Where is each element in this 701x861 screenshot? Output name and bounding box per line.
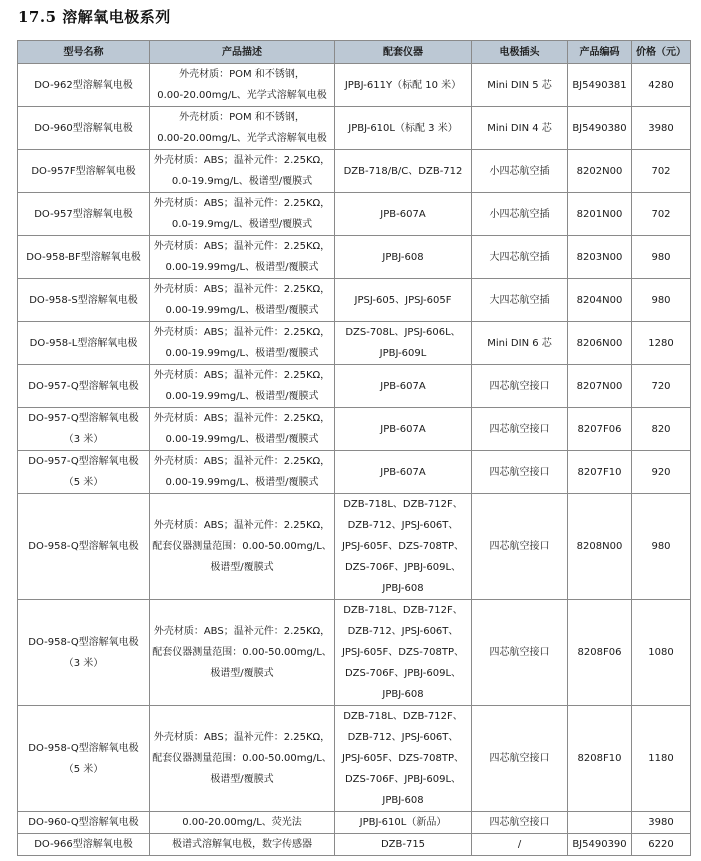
table-body bbox=[18, 64, 691, 856]
cell-description bbox=[150, 279, 335, 322]
cell-instrument-line: JPB-607A bbox=[380, 423, 426, 435]
cell-description-line: 外壳材质：POM 和不锈钢， bbox=[179, 112, 305, 123]
cell-plug-line: 四芯航空接口 bbox=[489, 423, 550, 435]
cell-description-line: 外壳材质：ABS；温补元件：2.25KΩ， bbox=[153, 456, 331, 467]
cell-description-line: 外壳材质：ABS；温补元件：2.25KΩ， bbox=[153, 413, 331, 424]
cell-plug bbox=[472, 408, 568, 451]
product-table bbox=[17, 40, 691, 856]
cell-model-line: DO-957F型溶解氧电极 bbox=[31, 165, 136, 177]
cell-model-line: DO-957-Q型溶解氧电极 bbox=[28, 413, 139, 424]
cell-plug-line: Mini DIN 4 芯 bbox=[487, 122, 552, 134]
cell-description bbox=[150, 494, 335, 600]
cell-price: 980 bbox=[632, 236, 691, 279]
cell-description-line: 0.00-19.99mg/L、极谱型/覆膜式 bbox=[165, 434, 319, 445]
cell-model bbox=[18, 812, 150, 834]
cell-description-line: 外壳材质：ABS；温补元件：2.25KΩ， bbox=[153, 155, 331, 166]
cell-plug bbox=[472, 494, 568, 600]
cell-instrument bbox=[335, 107, 472, 150]
cell-description-line: 外壳材质：ABS；温补元件：2.25KΩ， bbox=[153, 370, 331, 381]
cell-model bbox=[18, 236, 150, 279]
cell-instrument-line: DZS-706F、JPBJ-609L、 bbox=[344, 668, 462, 679]
section-title: 17.5 溶解氧电极系列 bbox=[18, 8, 171, 26]
table-row bbox=[18, 236, 691, 279]
cell-model-line: （5 米） bbox=[63, 763, 104, 775]
cell-description-line: 外壳材质：ABS；温补元件：2.25KΩ， bbox=[153, 241, 331, 252]
cell-description bbox=[150, 322, 335, 365]
cell-model bbox=[18, 322, 150, 365]
cell-description bbox=[150, 451, 335, 494]
cell-plug-line: 四芯航空接口 bbox=[489, 466, 550, 478]
cell-description-line: 0.00-19.99mg/L、极谱型/覆膜式 bbox=[165, 305, 319, 316]
cell-instrument-line: DZB-712、JPSJ-606T、 bbox=[347, 520, 459, 531]
cell-price: 3980 bbox=[632, 812, 691, 834]
cell-instrument-line: JPBJ-608 bbox=[382, 583, 424, 594]
table-row bbox=[18, 322, 691, 365]
table-row bbox=[18, 812, 691, 834]
cell-code: 8204N00 bbox=[568, 279, 632, 322]
cell-price: 820 bbox=[632, 408, 691, 451]
table-row bbox=[18, 365, 691, 408]
cell-plug-line: Mini DIN 6 芯 bbox=[487, 337, 552, 349]
cell-instrument-line: JPSJ-605、JPSJ-605F bbox=[354, 294, 452, 306]
cell-instrument-line: JPSJ-605F、DZS-708TP、 bbox=[341, 647, 465, 658]
cell-instrument bbox=[335, 600, 472, 706]
cell-description-line: 外壳材质：ABS；温补元件：2.25KΩ， bbox=[153, 327, 331, 338]
cell-price: 720 bbox=[632, 365, 691, 408]
cell-instrument bbox=[335, 834, 472, 856]
cell-instrument bbox=[335, 322, 472, 365]
cell-description-line: 0.00-20.00mg/L、光学式溶解氧电极 bbox=[157, 133, 327, 144]
cell-plug-line: 四芯航空接口 bbox=[489, 541, 550, 552]
cell-price: 1180 bbox=[632, 706, 691, 812]
cell-description-line: 0.00-19.99mg/L、极谱型/覆膜式 bbox=[165, 477, 319, 488]
table-row bbox=[18, 706, 691, 812]
cell-instrument-line: DZB-712、JPSJ-606T、 bbox=[347, 732, 459, 743]
cell-model-line: （3 米） bbox=[63, 434, 104, 445]
cell-description-line: 0.0-19.9mg/L、极谱型/覆膜式 bbox=[171, 176, 313, 187]
cell-code: 8206N00 bbox=[568, 322, 632, 365]
cell-description-line: 配套仪器测量范围：0.00-50.00mg/L、 bbox=[152, 647, 332, 658]
cell-description bbox=[150, 150, 335, 193]
cell-model-line: （5 米） bbox=[63, 477, 104, 488]
cell-instrument bbox=[335, 150, 472, 193]
cell-instrument-line: DZB-712、JPSJ-606T、 bbox=[347, 626, 459, 637]
cell-description bbox=[150, 107, 335, 150]
cell-description-line: 极谱型/覆膜式 bbox=[210, 774, 274, 785]
cell-model bbox=[18, 600, 150, 706]
cell-description-line: 配套仪器测量范围：0.00-50.00mg/L、 bbox=[152, 753, 332, 764]
cell-price: 1280 bbox=[632, 322, 691, 365]
header-description: 产品描述 bbox=[150, 41, 335, 64]
cell-plug-line: 四芯航空接口 bbox=[489, 647, 550, 658]
cell-model bbox=[18, 494, 150, 600]
cell-description-line: 极谱式溶解氧电极，数字传感器 bbox=[172, 839, 312, 850]
cell-instrument bbox=[335, 64, 472, 107]
cell-code: 8207N00 bbox=[568, 365, 632, 408]
cell-code: 8208N00 bbox=[568, 494, 632, 600]
cell-instrument-line: JPSJ-605F、DZS-708TP、 bbox=[341, 753, 465, 764]
cell-description-line: 配套仪器测量范围：0.00-50.00mg/L、 bbox=[152, 541, 332, 552]
table-row bbox=[18, 279, 691, 322]
cell-plug-line: 大四芯航空插 bbox=[489, 294, 550, 306]
cell-model bbox=[18, 451, 150, 494]
cell-instrument-line: DZS-706F、JPBJ-609L、 bbox=[344, 774, 462, 785]
header-price: 价格（元） bbox=[632, 41, 691, 64]
cell-plug bbox=[472, 150, 568, 193]
cell-model bbox=[18, 107, 150, 150]
cell-instrument bbox=[335, 365, 472, 408]
cell-model bbox=[18, 279, 150, 322]
cell-price: 6220 bbox=[632, 834, 691, 856]
cell-description-line: 0.00-20.00mg/L、光学式溶解氧电极 bbox=[157, 90, 327, 101]
cell-model-line: DO-958-Q型溶解氧电极 bbox=[28, 541, 139, 552]
table-row bbox=[18, 494, 691, 600]
cell-instrument bbox=[335, 279, 472, 322]
cell-plug-line: 四芯航空接口 bbox=[489, 753, 550, 764]
cell-model bbox=[18, 706, 150, 812]
cell-price: 702 bbox=[632, 193, 691, 236]
cell-description-line: 外壳材质：ABS；温补元件：2.25KΩ， bbox=[153, 732, 331, 743]
cell-plug bbox=[472, 236, 568, 279]
cell-plug bbox=[472, 193, 568, 236]
cell-plug-line: 小四芯航空插 bbox=[489, 208, 550, 220]
cell-model-line: DO-957-Q型溶解氧电极 bbox=[28, 380, 139, 392]
cell-code: BJ5490381 bbox=[568, 64, 632, 107]
cell-code: 8208F06 bbox=[568, 600, 632, 706]
cell-instrument bbox=[335, 494, 472, 600]
cell-instrument-line: JPBJ-611Y（标配 10 米） bbox=[344, 79, 462, 91]
cell-model bbox=[18, 408, 150, 451]
cell-instrument-line: DZS-706F、JPBJ-609L、 bbox=[344, 562, 462, 573]
cell-description-line: 极谱型/覆膜式 bbox=[210, 668, 274, 679]
cell-plug-line: 大四芯航空插 bbox=[489, 251, 550, 263]
cell-code bbox=[568, 812, 632, 834]
cell-price: 920 bbox=[632, 451, 691, 494]
table-row bbox=[18, 600, 691, 706]
cell-instrument bbox=[335, 451, 472, 494]
cell-plug bbox=[472, 279, 568, 322]
cell-code: 8208F10 bbox=[568, 706, 632, 812]
header-code: 产品编码 bbox=[568, 41, 632, 64]
header-model: 型号名称 bbox=[18, 41, 150, 64]
cell-price: 4280 bbox=[632, 64, 691, 107]
cell-description-line: 外壳材质：POM 和不锈钢， bbox=[179, 69, 305, 80]
cell-code: BJ5490380 bbox=[568, 107, 632, 150]
cell-instrument-line: JPBJ-610L（新品） bbox=[359, 817, 447, 828]
cell-description-line: 0.00-20.00mg/L、荧光法 bbox=[182, 817, 302, 828]
table-row bbox=[18, 834, 691, 856]
cell-instrument bbox=[335, 812, 472, 834]
header-instrument: 配套仪器 bbox=[335, 41, 472, 64]
cell-model-line: DO-958-BF型溶解氧电极 bbox=[26, 251, 141, 263]
cell-plug bbox=[472, 834, 568, 856]
cell-instrument-line: JPB-607A bbox=[380, 380, 426, 392]
cell-instrument-line: DZB-718L、DZB-712F、 bbox=[343, 605, 463, 616]
table-row bbox=[18, 107, 691, 150]
cell-model bbox=[18, 150, 150, 193]
cell-instrument-line: JPB-607A bbox=[380, 466, 426, 478]
cell-code: 8207F06 bbox=[568, 408, 632, 451]
cell-instrument-line: JPB-607A bbox=[380, 208, 426, 220]
cell-price: 980 bbox=[632, 494, 691, 600]
table-row bbox=[18, 451, 691, 494]
cell-instrument-line: DZB-718L、DZB-712F、 bbox=[343, 499, 463, 510]
cell-instrument-line: JPBJ-610L（标配 3 米） bbox=[348, 122, 458, 134]
cell-plug bbox=[472, 812, 568, 834]
table-header-row bbox=[18, 41, 691, 64]
cell-instrument bbox=[335, 193, 472, 236]
cell-code: 8201N00 bbox=[568, 193, 632, 236]
cell-price: 980 bbox=[632, 279, 691, 322]
cell-description-line: 外壳材质：ABS；温补元件：2.25KΩ， bbox=[153, 198, 331, 209]
cell-instrument-line: DZB-718/B/C、DZB-712 bbox=[343, 165, 463, 177]
cell-description bbox=[150, 600, 335, 706]
cell-description bbox=[150, 236, 335, 279]
cell-description bbox=[150, 812, 335, 834]
cell-description bbox=[150, 365, 335, 408]
cell-plug bbox=[472, 451, 568, 494]
cell-price: 702 bbox=[632, 150, 691, 193]
cell-model bbox=[18, 64, 150, 107]
cell-model-line: DO-966型溶解氧电极 bbox=[34, 839, 133, 850]
table-row bbox=[18, 64, 691, 107]
cell-description-line: 0.00-19.99mg/L、极谱型/覆膜式 bbox=[165, 348, 319, 359]
cell-instrument bbox=[335, 706, 472, 812]
cell-description-line: 极谱型/覆膜式 bbox=[210, 562, 274, 573]
table-row bbox=[18, 150, 691, 193]
cell-instrument-line: JPBJ-608 bbox=[382, 251, 424, 263]
cell-model-line: DO-958-Q型溶解氧电极 bbox=[28, 636, 139, 648]
cell-description-line: 0.0-19.9mg/L、极谱型/覆膜式 bbox=[171, 219, 313, 230]
cell-plug-line: / bbox=[517, 839, 522, 850]
cell-description bbox=[150, 706, 335, 812]
cell-instrument-line: JPBJ-608 bbox=[382, 795, 424, 806]
cell-plug-line: 四芯航空接口 bbox=[489, 817, 550, 828]
cell-description bbox=[150, 408, 335, 451]
cell-model-line: DO-958-L型溶解氧电极 bbox=[29, 337, 138, 349]
table-row bbox=[18, 408, 691, 451]
cell-description bbox=[150, 64, 335, 107]
cell-model-line: DO-958-Q型溶解氧电极 bbox=[28, 742, 139, 754]
cell-description-line: 外壳材质：ABS；温补元件：2.25KΩ， bbox=[153, 626, 331, 637]
cell-code: 8203N00 bbox=[568, 236, 632, 279]
cell-model bbox=[18, 834, 150, 856]
cell-plug-line: 四芯航空接口 bbox=[489, 380, 550, 392]
cell-plug bbox=[472, 322, 568, 365]
cell-model-line: DO-960型溶解氧电极 bbox=[34, 122, 133, 134]
cell-description-line: 外壳材质：ABS；温补元件：2.25KΩ， bbox=[153, 284, 331, 295]
cell-description-line: 0.00-19.99mg/L、极谱型/覆膜式 bbox=[165, 262, 319, 273]
table-row bbox=[18, 193, 691, 236]
cell-description bbox=[150, 834, 335, 856]
cell-model-line: DO-962型溶解氧电极 bbox=[34, 79, 133, 91]
cell-model bbox=[18, 193, 150, 236]
cell-instrument bbox=[335, 236, 472, 279]
cell-description-line: 0.00-19.99mg/L、极谱型/覆膜式 bbox=[165, 391, 319, 402]
cell-plug bbox=[472, 706, 568, 812]
cell-plug bbox=[472, 365, 568, 408]
cell-plug-line: 小四芯航空插 bbox=[489, 165, 550, 177]
cell-instrument-line: DZB-718L、DZB-712F、 bbox=[343, 711, 463, 722]
cell-model-line: DO-957型溶解氧电极 bbox=[34, 208, 133, 220]
header-plug: 电极插头 bbox=[472, 41, 568, 64]
cell-model-line: DO-957-Q型溶解氧电极 bbox=[28, 456, 139, 467]
cell-price: 1080 bbox=[632, 600, 691, 706]
cell-instrument-line: DZB-715 bbox=[380, 839, 426, 850]
cell-instrument-line: JPBJ-608 bbox=[382, 689, 424, 700]
cell-instrument bbox=[335, 408, 472, 451]
cell-price: 3980 bbox=[632, 107, 691, 150]
cell-plug bbox=[472, 107, 568, 150]
cell-plug bbox=[472, 600, 568, 706]
cell-model-line: （3 米） bbox=[63, 657, 104, 669]
cell-instrument-line: DZS-708L、JPSJ-606L、 bbox=[345, 327, 461, 338]
cell-instrument-line: JPBJ-609L bbox=[379, 348, 427, 359]
cell-description bbox=[150, 193, 335, 236]
cell-code: BJ5490390 bbox=[568, 834, 632, 856]
cell-model-line: DO-960-Q型溶解氧电极 bbox=[28, 817, 139, 828]
cell-code: 8202N00 bbox=[568, 150, 632, 193]
cell-plug bbox=[472, 64, 568, 107]
cell-model bbox=[18, 365, 150, 408]
cell-instrument-line: JPSJ-605F、DZS-708TP、 bbox=[341, 541, 465, 552]
cell-description-line: 外壳材质：ABS；温补元件：2.25KΩ， bbox=[153, 520, 331, 531]
cell-plug-line: Mini DIN 5 芯 bbox=[487, 79, 552, 91]
cell-code: 8207F10 bbox=[568, 451, 632, 494]
cell-model-line: DO-958-S型溶解氧电极 bbox=[29, 294, 138, 306]
